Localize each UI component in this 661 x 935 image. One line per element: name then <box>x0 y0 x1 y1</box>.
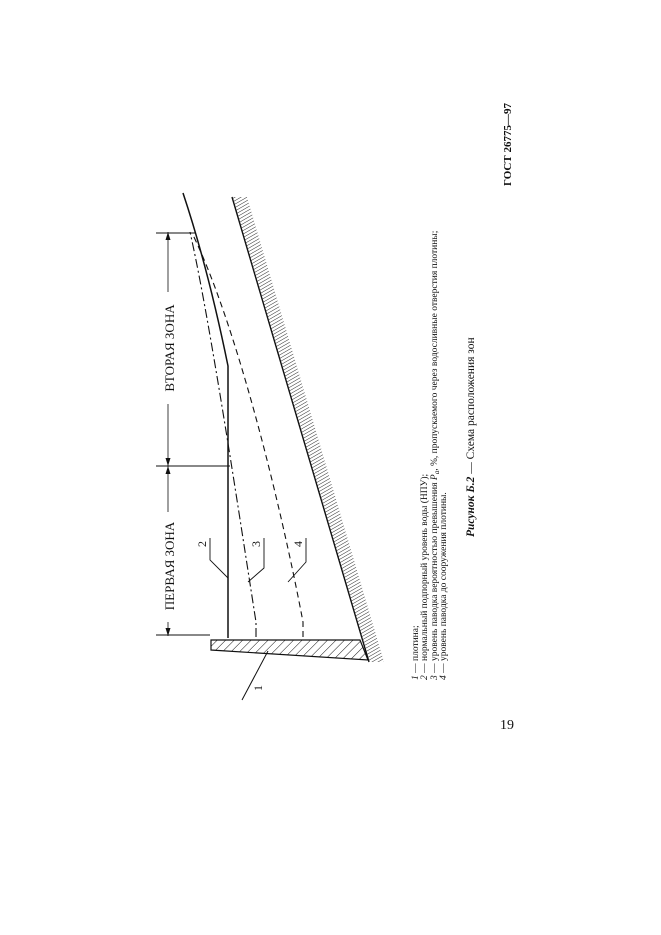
callout-number-4: 4 <box>291 541 305 547</box>
flood-level-line-3 <box>190 232 256 637</box>
dam-shape <box>211 640 368 660</box>
callout-number-2: 2 <box>195 541 209 547</box>
callout-number-1: 1 <box>251 685 265 691</box>
riverbed-ground-hatching <box>232 197 384 662</box>
arrowhead <box>166 458 171 466</box>
arrowhead <box>166 466 171 474</box>
second-zone-label: ВТОРАЯ ЗОНА <box>162 304 177 392</box>
callout-number-3: 3 <box>249 541 263 547</box>
first-zone-label: ПЕРВАЯ ЗОНА <box>162 521 177 611</box>
figure-caption: Рисунок Б.2 — Схема расположения зон <box>465 337 477 537</box>
dam-leader <box>242 651 268 700</box>
legend-item-2: 2 — нормальный подпорный уровень воды (НПУ); <box>420 473 430 680</box>
legend-item-3: 3 — уровень паводка вероятностью превышения $P_а$, %, пропускаемого через водосливные отверстия плотины; <box>430 230 441 680</box>
page-number: 19 <box>500 718 514 733</box>
standard-code: ГОСТ 26775—97 <box>502 103 514 186</box>
legend-item-1: 1 — плотина; <box>411 625 421 680</box>
riverbed-line <box>232 197 369 662</box>
flood-level-before-dam-line-4 <box>192 233 303 637</box>
callout-leader-2 <box>210 538 228 578</box>
legend <box>411 231 449 681</box>
legend-item-4: 4 — уровень паводка до сооружения плотины. <box>439 492 449 680</box>
